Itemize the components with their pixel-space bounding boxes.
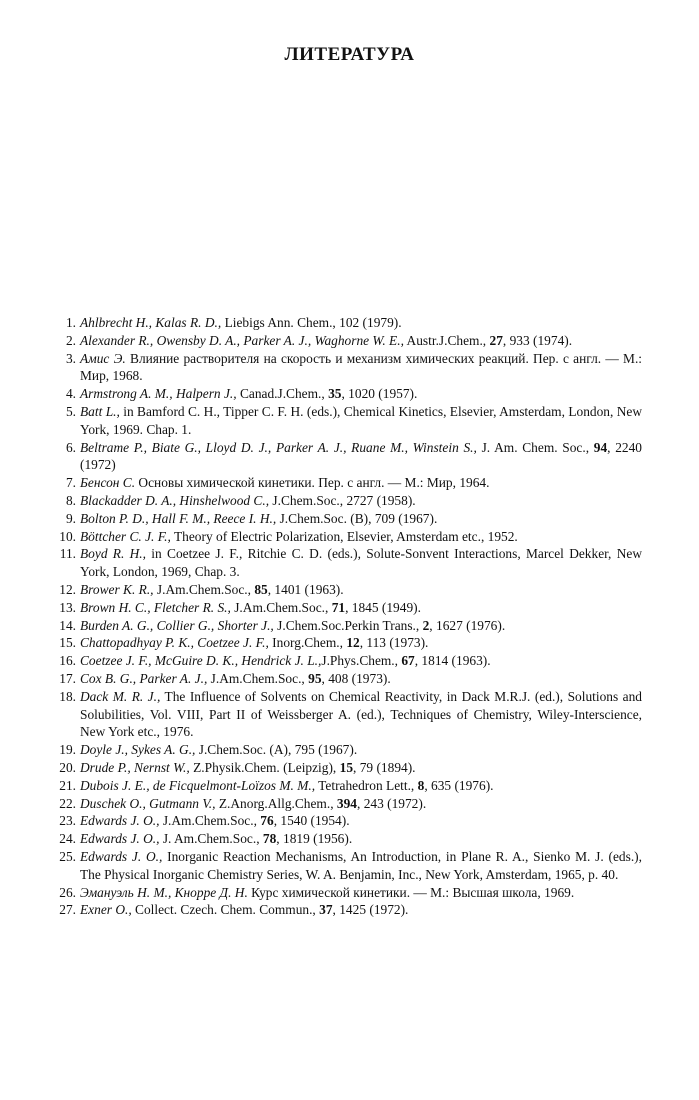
reference-list xyxy=(52,314,642,919)
reference-rest: , 243 (1972). xyxy=(357,795,427,811)
reference-authors: Амис Э. xyxy=(80,350,126,366)
reference-authors: Edwards J. O., xyxy=(80,831,160,847)
reference-authors: Alexander R., Owensby D. A., Parker A. J., Waghorne W. E., xyxy=(80,332,404,348)
reference-number: 17. xyxy=(59,670,76,686)
reference-number: 5. xyxy=(65,403,76,419)
reference-authors: Böttcher C. J. F., xyxy=(80,528,171,544)
reference-number: 12. xyxy=(59,581,76,597)
reference-text: J.Am.Chem.Soc., xyxy=(159,813,261,829)
reference-volume: 94 xyxy=(593,439,608,455)
reference-volume: 78 xyxy=(262,831,277,847)
reference-authors: Dubois J. E., de Ficquelmont-Loïzos M. M., xyxy=(80,777,316,793)
reference-volume: 8 xyxy=(417,777,425,793)
reference-item xyxy=(52,741,642,759)
reference-item xyxy=(52,901,642,919)
reference-text: J.Phys.Chem., xyxy=(321,653,402,669)
reference-number: 9. xyxy=(65,510,76,526)
reference-item xyxy=(52,670,642,688)
reference-volume: 2 xyxy=(422,617,430,633)
reference-authors: Exner O., xyxy=(80,902,132,918)
reference-text: J.Am.Chem.Soc., xyxy=(230,599,332,615)
reference-item xyxy=(52,385,642,403)
reference-text: J. Am.Chem.Soc., xyxy=(159,831,263,847)
reference-authors: Ahlbrecht H., Kalas R. D., xyxy=(80,315,222,330)
reference-authors: Boyd R. H., xyxy=(80,546,146,562)
reference-text: Inorg.Chem., xyxy=(268,635,347,651)
reference-number: 2. xyxy=(65,332,76,348)
reference-authors: Burden A. G., Collier G., Shorter J., xyxy=(80,617,274,633)
reference-text: Inorganic Reaction Mechanisms, An Introduction, in Plane R. A., Sienko M. J. (eds.), The Physical Inorganic Chemistry Series, W. A. Benjamin, Inc., New York, Amsterdam, 1965, p. 40. xyxy=(80,848,642,882)
reference-authors: Coetzee J. F., McGuire D. K., Hendrick J. L., xyxy=(80,653,322,669)
reference-item xyxy=(52,777,642,795)
reference-item xyxy=(52,634,642,652)
reference-volume: 12 xyxy=(346,635,360,651)
reference-text: Tetrahedron Lett., xyxy=(315,777,418,793)
reference-item xyxy=(52,652,642,670)
reference-item xyxy=(52,439,642,475)
reference-rest: , 1020 (1957). xyxy=(341,386,418,402)
reference-authors: Dack M. R. J., xyxy=(80,688,161,704)
reference-number: 25. xyxy=(59,848,76,864)
reference-item xyxy=(52,474,642,492)
reference-item xyxy=(52,884,642,902)
reference-text: in Bamford C. H., Tipper C. F. H. (eds.), Chemical Kinetics, Elsevier, Amsterdam, London, New York, 1969. Chap. 1. xyxy=(80,403,642,437)
reference-number: 26. xyxy=(59,884,76,900)
reference-number: 1. xyxy=(65,315,76,330)
reference-text: Collect. Czech. Chem. Commun., xyxy=(131,902,320,918)
reference-item xyxy=(52,492,642,510)
reference-authors: Armstrong A. M., Halpern J., xyxy=(80,386,237,402)
reference-text: Z.Physik.Chem. (Leipzig), xyxy=(189,759,340,775)
reference-rest: , 1819 (1956). xyxy=(276,831,353,847)
reference-authors: Duschek O., Gutmann V., xyxy=(80,795,216,811)
reference-text: in Coetzee J. F., Ritchie C. D. (eds.), Solute-Sonvent Interactions, Marcel Dekker, New York, London, 1969, Chap. 3. xyxy=(80,546,642,580)
reference-number: 11. xyxy=(59,546,76,562)
reference-item xyxy=(52,688,642,741)
reference-item xyxy=(52,812,642,830)
reference-item xyxy=(52,830,642,848)
reference-rest: , 1425 (1972). xyxy=(332,902,409,918)
reference-number: 27. xyxy=(59,902,76,918)
reference-item xyxy=(52,795,642,813)
reference-number: 7. xyxy=(65,475,76,491)
reference-number: 18. xyxy=(59,688,76,704)
reference-text: J.Chem.Soc.Perkin Trans., xyxy=(273,617,423,633)
reference-volume: 85 xyxy=(254,581,268,597)
reference-authors: Drude P., Nernst W., xyxy=(80,759,190,775)
reference-volume: 35 xyxy=(328,386,342,402)
reference-item xyxy=(52,314,642,332)
reference-text: The Influence of Solvents on Chemical Reactivity, in Dack M.R.J. (ed.), Solutions and Solubilities, Vol. VIII, Part II of Weissberger A. (ed.), Techniques of Chemistry, Wiley-Interscience, New York etc., 1976. xyxy=(80,688,642,740)
reference-text: Liebigs Ann. Chem., 102 (1979). xyxy=(221,315,402,330)
reference-volume: 27 xyxy=(489,332,503,348)
reference-authors: Batt L., xyxy=(80,403,120,419)
reference-rest: , 408 (1973). xyxy=(321,670,391,686)
reference-text: Austr.J.Chem., xyxy=(403,332,490,348)
reference-number: 23. xyxy=(59,813,76,829)
reference-rest: , 1401 (1963). xyxy=(267,581,344,597)
reference-text: J.Chem.Soc. (B), 709 (1967). xyxy=(276,510,438,526)
reference-number: 19. xyxy=(59,742,76,758)
reference-authors: Brower K. R., xyxy=(80,581,154,597)
reference-rest: , 1814 (1963). xyxy=(414,653,491,669)
reference-item xyxy=(52,617,642,635)
reference-text: J.Chem.Soc., 2727 (1958). xyxy=(269,492,416,508)
reference-volume: 15 xyxy=(339,759,354,775)
reference-rest: , 1540 (1954). xyxy=(273,813,350,829)
reference-item xyxy=(52,848,642,884)
reference-authors: Cox B. G., Parker A. J., xyxy=(80,670,208,686)
reference-rest: , 933 (1974). xyxy=(502,332,573,348)
reference-authors: Doyle J., Sykes A. G., xyxy=(80,742,196,758)
reference-rest: , 635 (1976). xyxy=(424,777,494,793)
reference-text: Theory of Electric Polarization, Elsevier, Amsterdam etc., 1952. xyxy=(170,528,518,544)
reference-text: J.Am.Chem.Soc., xyxy=(153,581,255,597)
reference-number: 6. xyxy=(65,439,76,455)
reference-item xyxy=(52,581,642,599)
reference-text: Курс химической кинетики. — М.: Высшая школа, 1969. xyxy=(247,884,575,900)
reference-text: Влияние растворителя на скорость и механизм химических реакций. Пер. с англ. — М.: Мир, 1968. xyxy=(80,350,643,384)
reference-authors: Edwards J. O., xyxy=(80,813,160,829)
reference-rest: , 113 (1973). xyxy=(359,635,429,651)
reference-authors: Bolton P. D., Hall F. M., Reece I. H., xyxy=(80,510,277,526)
reference-text: Canad.J.Chem., xyxy=(236,386,329,402)
reference-volume: 394 xyxy=(336,795,357,811)
reference-number: 15. xyxy=(59,635,76,651)
reference-item xyxy=(52,545,642,581)
reference-number: 16. xyxy=(59,653,76,669)
reference-volume: 67 xyxy=(401,653,415,669)
reference-item xyxy=(52,403,642,439)
reference-rest: , 1845 (1949). xyxy=(345,599,421,615)
reference-item xyxy=(52,332,642,350)
reference-volume: 76 xyxy=(260,813,274,829)
reference-authors: Blackadder D. A., Hinshelwood C., xyxy=(80,492,270,508)
reference-volume: 95 xyxy=(308,670,322,686)
reference-number: 20. xyxy=(59,759,76,775)
reference-text: Основы химической кинетики. Пер. с англ. — М.: Мир, 1964. xyxy=(135,475,490,491)
reference-number: 21. xyxy=(59,777,76,793)
reference-authors: Beltrame P., Biate G., Lloyd D. J., Parker A. J., Ruane M., Winstein S., xyxy=(80,439,477,455)
reference-item xyxy=(52,350,642,386)
reference-item xyxy=(52,510,642,528)
reference-authors: Бенсон С. xyxy=(80,475,136,491)
reference-number: 13. xyxy=(59,599,76,615)
page-title: ЛИТЕРАТУРА xyxy=(284,44,415,65)
reference-rest: , 79 (1894). xyxy=(353,759,416,775)
reference-volume: 37 xyxy=(319,902,333,918)
reference-item xyxy=(52,599,642,617)
reference-number: 24. xyxy=(59,831,76,847)
reference-number: 14. xyxy=(59,617,76,633)
reference-authors: Chattopadhyay P. K., Coetzee J. F., xyxy=(80,635,269,651)
reference-text: J. Am. Chem. Soc., xyxy=(476,439,594,455)
reference-text: Z.Anorg.Allg.Chem., xyxy=(215,795,337,811)
reference-rest: , 2240 (1972) xyxy=(80,439,643,473)
reference-number: 10. xyxy=(59,528,76,544)
reference-text: J.Am.Chem.Soc., xyxy=(207,670,309,686)
reference-number: 22. xyxy=(59,795,76,811)
reference-volume: 71 xyxy=(331,599,346,615)
reference-authors: Edwards J. O., xyxy=(80,848,163,864)
reference-authors: Brown H. C., Fletcher R. S., xyxy=(80,599,231,615)
reference-number: 8. xyxy=(65,492,76,508)
reference-item xyxy=(52,528,642,546)
reference-item xyxy=(52,759,642,777)
reference-authors: Эмануэль Н. М., Кнорре Д. Н. xyxy=(80,884,248,900)
reference-number: 3. xyxy=(65,350,76,366)
reference-text: J.Chem.Soc. (A), 795 (1967). xyxy=(195,742,358,758)
reference-number: 4. xyxy=(65,386,76,402)
reference-rest: , 1627 (1976). xyxy=(429,617,506,633)
